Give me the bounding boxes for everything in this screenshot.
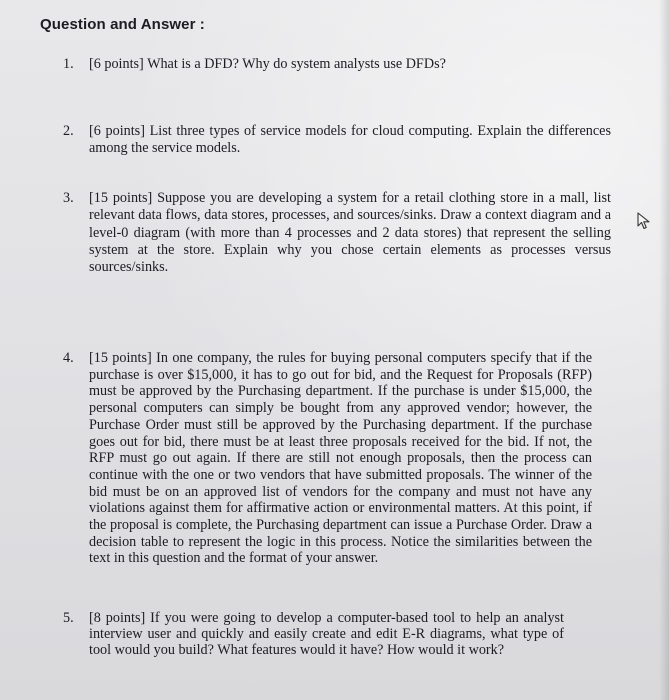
question-text: [8 points] If you were going to develop a computer-based tool to help an analyst interview user and quickly and easily create and edit E-R diagrams, what type of tool would you build? What features would it have? How would it work? xyxy=(89,610,564,659)
question-number: 1. xyxy=(63,56,74,72)
question-text: [15 points] In one company, the rules for buying personal computers specify that if the purchase is over $15,000, it has to go out for bid, and the Request for Proposals (RFP) must be approved by the Purchasing department. If the purchase is under $15,000, the personal computers can simply be bought from any approved vendor; however, the Purchase Order must still be approved by the Purchasing department. If the purchase goes out for bid, there must be at least three proposals received for the bid. If not, the RFP must go out again. If there are still not enough proposals, then the process can continue with the one or two vendors that have submitted proposals. The winner of the bid must be on an approved list of vendors for the company and must not have any violations against them for affirmative action or environmental matters. At this point, if the proposal is complete, the Purchasing department can issue a Purchase Order. Draw a decision table to represent the logic in this process. Notice the similarities between the text in this question and the format of your answer. xyxy=(89,350,592,567)
question-number: 3. xyxy=(63,190,74,206)
question-4 xyxy=(63,350,606,567)
page-edge-shadow xyxy=(659,0,669,700)
question-2 xyxy=(63,123,611,158)
question-number: 2. xyxy=(63,123,74,139)
question-number: 5. xyxy=(63,610,74,626)
question-text: [15 points] Suppose you are developing a system for a retail clothing store in a mall, list relevant data flows, data stores, processes, and sources/sinks. Draw a context diagram and a level-0 diagram (with more than 4 processes and 2 data stores) that represent the selling system at the store. Explain why you chose certain elements as processes versus sources/sinks. xyxy=(89,190,611,276)
question-text: [6 points] What is a DFD? Why do system analysts use DFDs? xyxy=(89,56,446,72)
page-title: Question and Answer : xyxy=(40,16,205,33)
question-1 xyxy=(63,56,606,73)
question-text: [6 points] List three types of service models for cloud computing. Explain the differences among the service models. xyxy=(89,123,611,157)
mouse-pointer-icon xyxy=(637,212,651,230)
question-3 xyxy=(63,190,611,276)
question-number: 4. xyxy=(63,350,74,366)
question-5 xyxy=(63,610,606,659)
